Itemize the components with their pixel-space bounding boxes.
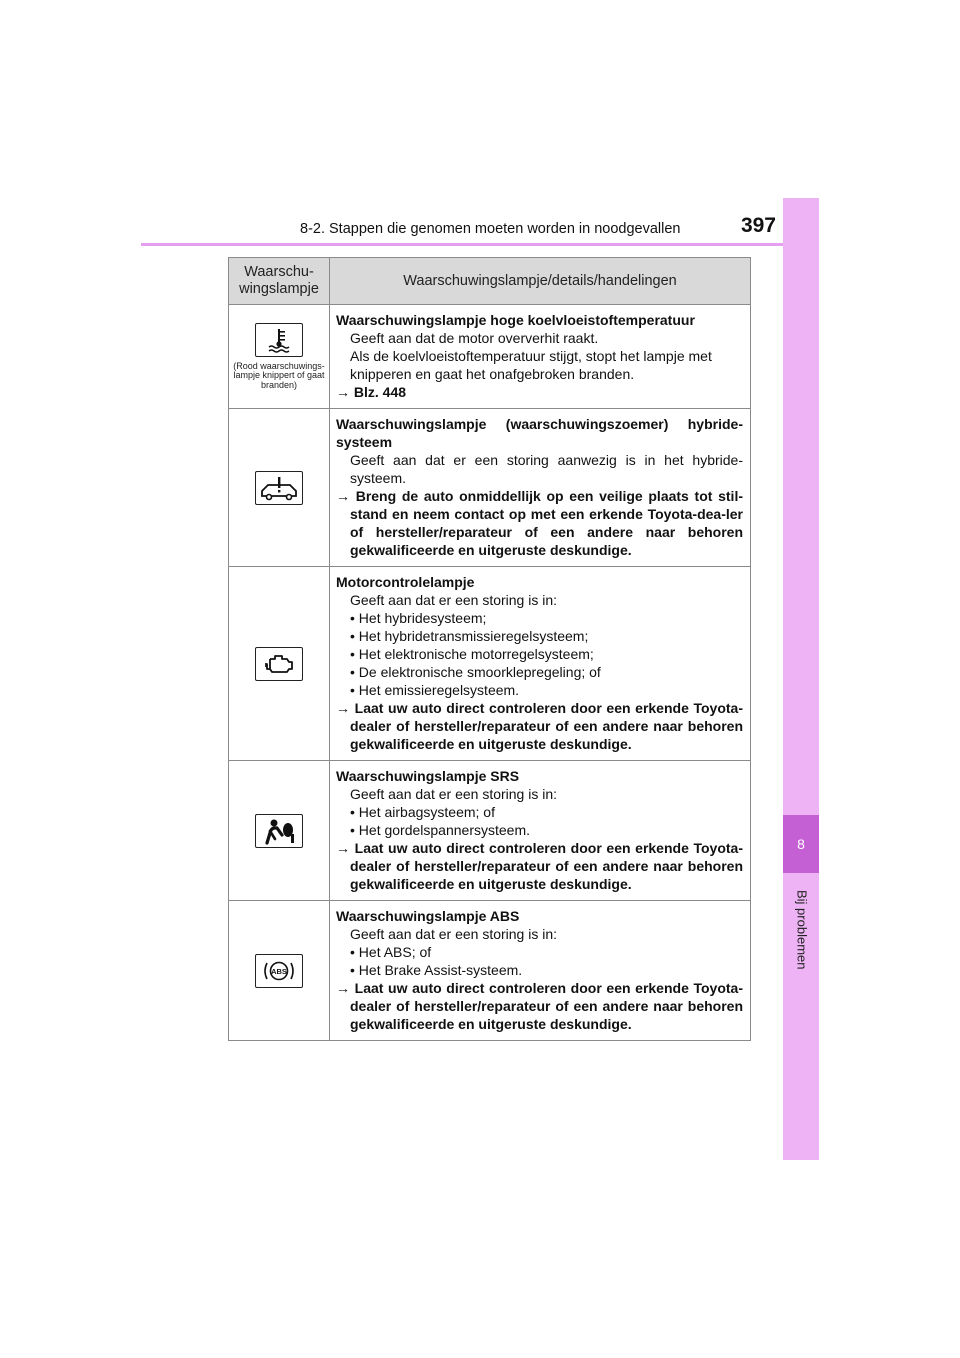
side-tab bbox=[783, 198, 819, 1160]
warning-lights-table bbox=[228, 257, 751, 1041]
entry-description: Als de koelvloeistoftemperatuur stijgt, stopt het lampje met knipperen en gaat het onafgebroken branden. bbox=[350, 348, 712, 382]
list-item: • Het elektronische motorregelsysteem; bbox=[350, 646, 594, 662]
column-header-light-line2: wingslampje bbox=[239, 281, 319, 297]
entry-action: → Laat uw auto direct controleren door een erkende Toyota-dealer of hersteller/reparateur of een andere naar behoren gekwalificeerde en uitgeruste deskundige. bbox=[336, 980, 744, 1032]
column-header-light-line1: Waarschu- bbox=[244, 264, 314, 280]
list-item: • Het emissieregelsysteem. bbox=[350, 682, 520, 698]
entry-title: Waarschuwingslampje (waarschuwingszoemer) hybride-systeem bbox=[336, 416, 743, 450]
list-item: • Het airbagsysteem; of bbox=[350, 804, 495, 820]
list-item: • Het ABS; of bbox=[350, 944, 432, 960]
action-text: Laat uw auto direct controleren door een erkende Toyota-dealer of hersteller/reparateur of een andere naar behoren gekwalificeerde en uitgeruste deskundige. bbox=[350, 980, 744, 1032]
entry-description: Geeft aan dat er een storing is in: bbox=[350, 592, 558, 608]
table-row bbox=[229, 305, 751, 409]
entry-action: → Breng de auto onmiddellijk op een veilige plaats tot stil-stand en neem contact op met een erkende Toyota-dea-ler of hersteller/reparateur of een andere naar behoren gekwalificeerde en uitgeruste deskundige. bbox=[336, 488, 743, 558]
entry-title: Waarschuwingslampje SRS bbox=[336, 768, 520, 784]
entry-title: Motorcontrolelampje bbox=[336, 574, 475, 590]
list-item: • Het Brake Assist-systeem. bbox=[350, 962, 523, 978]
entry-action: → Laat uw auto direct controleren door een erkende Toyota-dealer of hersteller/reparateur of een andere naar behoren gekwalificeerde en uitgeruste deskundige. bbox=[336, 840, 744, 892]
list-item: • Het gordelspannersysteem. bbox=[350, 822, 530, 838]
entry-action: → Blz. 448 bbox=[336, 384, 407, 400]
action-text: Laat uw auto direct controleren door een erkende Toyota-dealer of hersteller/reparateur of een andere naar behoren gekwalificeerde en uitgeruste deskundige. bbox=[350, 840, 744, 892]
entry-description: Geeft aan dat de motor oververhit raakt. bbox=[350, 330, 599, 346]
page-number: 397 bbox=[740, 214, 776, 237]
engine-check-icon bbox=[255, 647, 303, 681]
column-header-light bbox=[229, 258, 330, 305]
hybrid-system-warning-icon bbox=[255, 471, 303, 505]
chapter-label: Bij problemen bbox=[794, 890, 810, 970]
coolant-temperature-icon bbox=[255, 323, 303, 357]
entry-description: Geeft aan dat er een storing is in: bbox=[350, 786, 558, 802]
entry-action: → Laat uw auto direct controleren door een erkende Toyota-dealer of hersteller/reparateur of een andere naar behoren gekwalificeerde en uitgeruste deskundige. bbox=[336, 700, 744, 752]
list-item: • Het hybridesysteem; bbox=[350, 610, 487, 626]
srs-airbag-icon bbox=[255, 814, 303, 848]
section-title: 8-2. Stappen die genomen moeten worden in noodgevallen bbox=[300, 221, 681, 237]
action-text: Laat uw auto direct controleren door een erkende Toyota-dealer of hersteller/reparateur of een andere naar behoren gekwalificeerde en uitgeruste deskundige. bbox=[350, 700, 744, 752]
table-row bbox=[229, 901, 751, 1041]
table-row bbox=[229, 567, 751, 761]
entry-description: Geeft aan dat er een storing aanwezig is in het hybride-systeem. bbox=[350, 452, 743, 486]
abs-icon bbox=[255, 954, 303, 988]
table-row bbox=[229, 761, 751, 901]
abs-icon-text: ABS bbox=[271, 966, 287, 976]
list-item: • De elektronische smoorklepregeling; of bbox=[350, 664, 601, 680]
icon-note: (Rood waarschuwings-lampje knippert of gaat branden) bbox=[233, 360, 325, 390]
list-item: • Het hybridetransmissieregelsysteem; bbox=[350, 628, 589, 644]
header-rule bbox=[141, 243, 819, 246]
entry-description: Geeft aan dat er een storing is in: bbox=[350, 926, 558, 942]
entry-title: Waarschuwingslampje ABS bbox=[336, 908, 520, 924]
table-row bbox=[229, 409, 751, 567]
action-text: Blz. 448 bbox=[353, 384, 407, 400]
chapter-number: 8 bbox=[783, 815, 819, 873]
entry-title: Waarschuwingslampje hoge koelvloeistoftemperatuur bbox=[336, 312, 695, 328]
action-text: Breng de auto onmiddellijk op een veilige plaats tot stil-stand en neem contact op met een erkende Toyota-dea-ler of hersteller/reparateur of een andere naar behoren gekwalificeerde en uitgeruste deskundige. bbox=[350, 488, 743, 558]
column-header-details: Waarschuwingslampje/details/handelingen bbox=[330, 258, 751, 305]
